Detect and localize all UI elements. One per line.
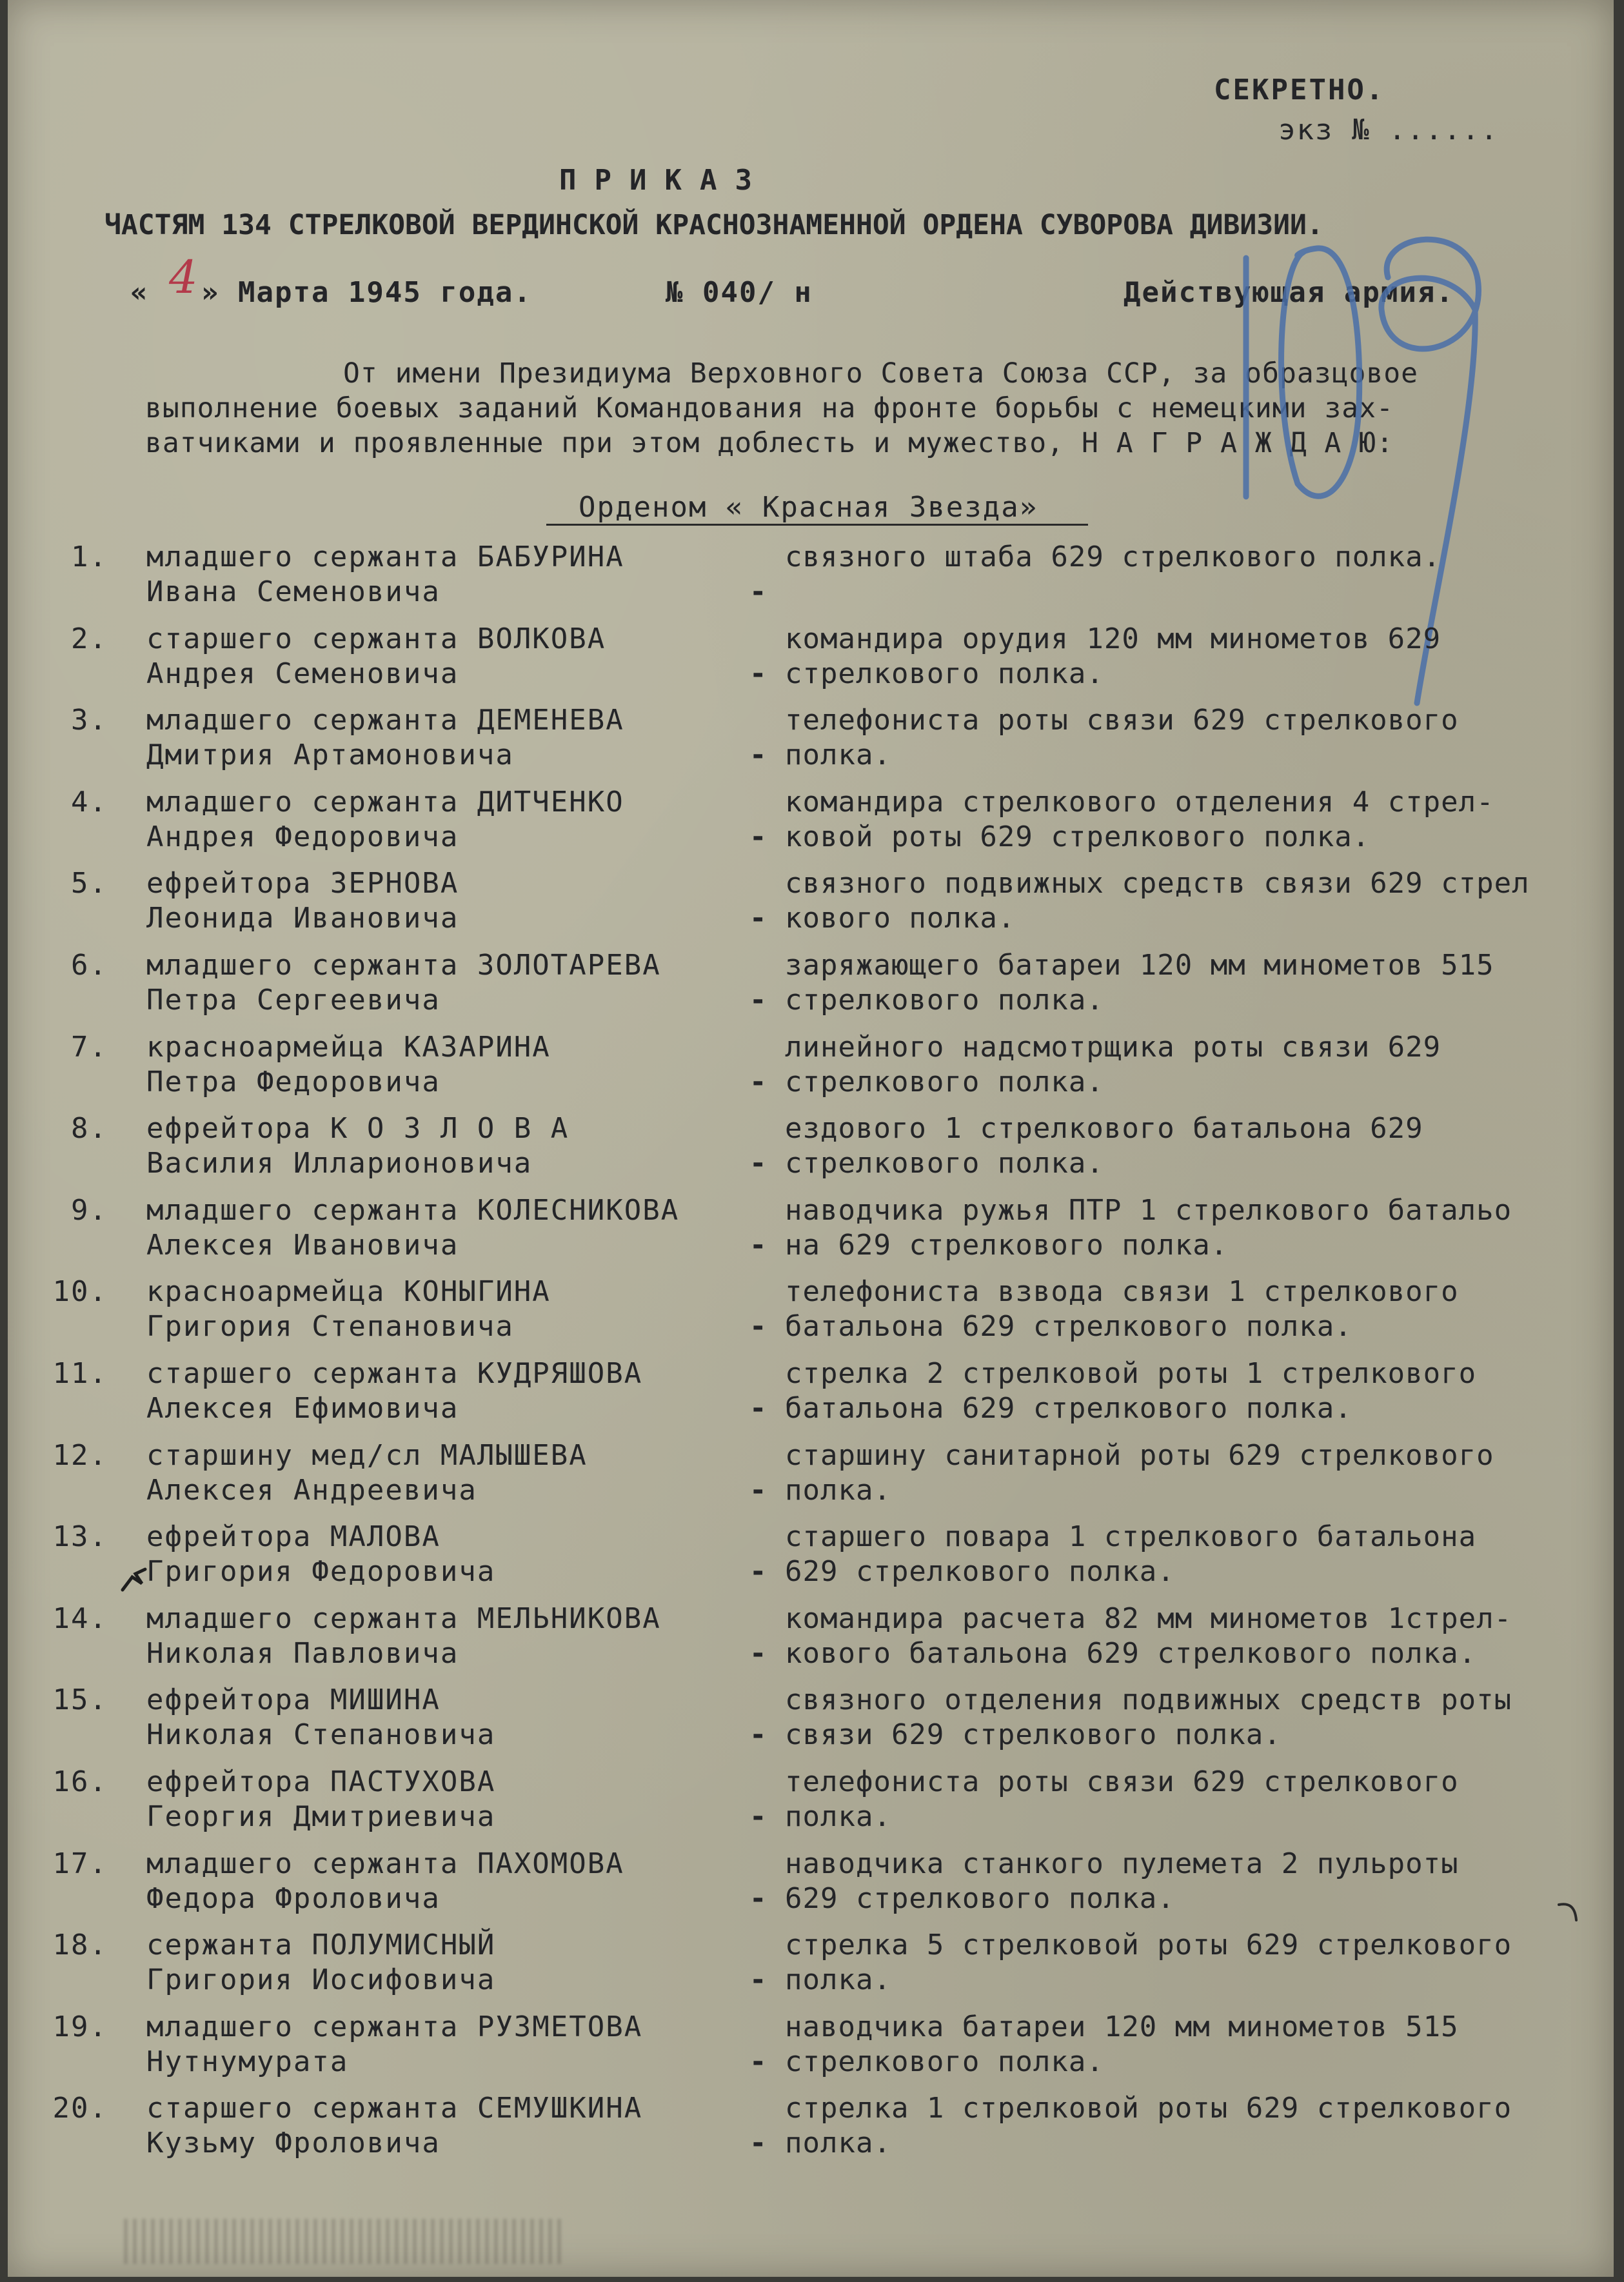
entry-position-line-2: стрелкового полка. xyxy=(785,2045,1104,2078)
entry-dash: - xyxy=(749,1066,768,1098)
entry-dash: - xyxy=(749,1147,768,1180)
entry-number: 14. xyxy=(52,1602,108,1635)
entry-position-line-2: на 629 стрелкового полка. xyxy=(785,1229,1229,1262)
entry-position-line-1: командира стрелкового отделения 4 стрел- xyxy=(785,786,1494,819)
entry-position-line-1: ездового 1 стрелкового батальона 629 xyxy=(785,1112,1423,1145)
entry-position-line-2: полка. xyxy=(785,739,891,771)
entry-rank-surname: старшего сержанта СЕМУШКИНА xyxy=(146,2092,643,2125)
entry-position-line-2: стрелкового полка. xyxy=(785,657,1104,690)
entry-given-names: Григория Федоровича xyxy=(146,1555,496,1588)
entry-dash: - xyxy=(749,902,768,935)
entry-number: 5. xyxy=(71,867,108,900)
entry-given-names: Петра Федоровича xyxy=(146,1066,441,1098)
entry-number: 11. xyxy=(52,1357,108,1390)
entry-number: 8. xyxy=(71,1112,108,1145)
entry-position-line-2: полка. xyxy=(785,2127,891,2159)
entry-given-names: Григория Степановича xyxy=(146,1310,514,1343)
entry-position-line-2: батальона 629 стрелкового полка. xyxy=(785,1310,1352,1343)
entry-number: 18. xyxy=(52,1929,108,1961)
entry-position-line-2: стрелкового полка. xyxy=(785,984,1104,1017)
entry-rank-surname: младшего сержанта ПАХОМОВА xyxy=(146,1847,624,1880)
entry-given-names: Георгия Дмитриевича xyxy=(146,1800,496,1833)
entry-dash: - xyxy=(749,657,768,690)
entry-given-names: Алексея Андреевича xyxy=(146,1474,477,1507)
entry-given-names: Алексея Ивановича xyxy=(146,1229,459,1262)
entry-number: 6. xyxy=(71,949,108,982)
entry-position-line-1: связного отделения подвижных средств роты xyxy=(785,1683,1512,1716)
intro-line-1: От имени Президиума Верховного Совета Союза ССР, за образцовое xyxy=(343,357,1419,390)
faded-smudge xyxy=(124,2219,562,2264)
document-title: ПРИКАЗ xyxy=(559,164,770,197)
entry-rank-surname: ефрейтора МИШИНА xyxy=(146,1683,441,1716)
entry-number: 7. xyxy=(71,1031,108,1064)
entry-rank-surname: старшину мед/сл МАЛЫШЕВА xyxy=(146,1439,588,1472)
entry-position-line-1: наводчика батареи 120 мм минометов 515 xyxy=(785,2010,1459,2043)
entry-given-names: Алексея Ефимовича xyxy=(146,1392,459,1425)
entry-position-line-1: телефониста роты связи 629 стрелкового xyxy=(785,704,1459,737)
entry-position-line-2: батальона 629 стрелкового полка. xyxy=(785,1392,1352,1425)
entry-dash: - xyxy=(749,1882,768,1915)
entry-position-line-1: связного штаба 629 стрелкового полка. xyxy=(785,541,1441,573)
entry-position-line-2: полка. xyxy=(785,1963,891,1996)
entry-dash: - xyxy=(749,1963,768,1996)
entry-rank-surname: красноармейца КОНЫГИНА xyxy=(146,1275,551,1308)
ink-blot-mark xyxy=(116,1564,148,1596)
entry-given-names: Григория Иосифовича xyxy=(146,1963,496,1996)
entry-position-line-2: полка. xyxy=(785,1474,891,1507)
entry-given-names: Николая Степановича xyxy=(146,1718,496,1751)
place-label: Действующая армия. xyxy=(1124,276,1454,309)
entry-number: 20. xyxy=(52,2092,108,2125)
entry-rank-surname: младшего сержанта РУЗМЕТОВА xyxy=(146,2010,643,2043)
entry-given-names: Василия Илларионовича xyxy=(146,1147,533,1180)
entry-position-line-1: заряжающего батареи 120 мм минометов 515 xyxy=(785,949,1494,982)
entry-number: 12. xyxy=(52,1439,108,1472)
entry-dash: - xyxy=(749,1310,768,1343)
document-page xyxy=(8,0,1614,2277)
entry-given-names: Андрея Семеновича xyxy=(146,657,459,690)
secret-label: СЕКРЕТНО. xyxy=(1214,74,1385,106)
entry-number: 1. xyxy=(71,541,108,573)
entry-given-names: Кузьму Фроловича xyxy=(146,2127,441,2159)
entry-dash: - xyxy=(749,1229,768,1262)
entry-position-line-2: связи 629 стрелкового полка. xyxy=(785,1718,1282,1751)
entry-number: 9. xyxy=(71,1194,108,1227)
pencil-tick-mark xyxy=(1556,1900,1581,1925)
entry-rank-surname: сержанта ПОЛУМИСНЫЙ xyxy=(146,1929,496,1961)
entry-position-line-1: стрелка 2 стрелковой роты 1 стрелкового xyxy=(785,1357,1477,1390)
entry-dash: - xyxy=(749,1637,768,1670)
entry-position-line-1: телефониста роты связи 629 стрелкового xyxy=(785,1765,1459,1798)
entry-number: 13. xyxy=(52,1520,108,1553)
entry-position-line-1: связного подвижных средств связи 629 стрел xyxy=(785,867,1530,900)
entry-number: 4. xyxy=(71,786,108,819)
entry-rank-surname: ефрейтора ПАСТУХОВА xyxy=(146,1765,496,1798)
entry-dash: - xyxy=(749,820,768,853)
entry-dash: - xyxy=(749,2045,768,2078)
entry-position-line-2: стрелкового полка. xyxy=(785,1147,1104,1180)
entry-position-line-2: 629 стрелкового полка. xyxy=(785,1555,1175,1588)
entry-given-names: Федора Фроловича xyxy=(146,1882,441,1915)
entry-position-line-2: кового батальона 629 стрелкового полка. xyxy=(785,1637,1477,1670)
entry-rank-surname: старшего сержанта ВОЛКОВА xyxy=(146,622,606,655)
copy-number-label: экз № ...... xyxy=(1278,114,1499,146)
order-number: № 040/ н xyxy=(666,276,813,309)
entry-dash: - xyxy=(749,575,768,608)
entry-rank-surname: младшего сержанта КОЛЕСНИКОВА xyxy=(146,1194,680,1227)
entry-rank-surname: младшего сержанта БАБУРИНА xyxy=(146,541,624,573)
date-month-year: » Марта 1945 года. xyxy=(201,276,532,309)
handwritten-day: 4 xyxy=(169,251,198,304)
date-open-quote: « xyxy=(130,276,149,309)
entry-position-line-1: командира расчета 82 мм минометов 1стрел- xyxy=(785,1602,1512,1635)
entry-rank-surname: красноармейца КАЗАРИНА xyxy=(146,1031,551,1064)
intro-line-2: выполнение боевых заданий Командования на фронте борьбы с немецкими зах- xyxy=(145,392,1394,424)
entry-position-line-1: старшего повара 1 стрелкового батальона xyxy=(785,1520,1477,1553)
entry-position-line-2: кового полка. xyxy=(785,902,1016,935)
entry-dash: - xyxy=(749,1392,768,1425)
entry-position-line-1: стрелка 5 стрелковой роты 629 стрелкового xyxy=(785,1929,1512,1961)
entry-position-line-1: командира орудия 120 мм минометов 629 xyxy=(785,622,1441,655)
entry-rank-surname: младшего сержанта ДИТЧЕНКО xyxy=(146,786,624,819)
entry-given-names: Николая Павловича xyxy=(146,1637,459,1670)
entry-rank-surname: ефрейтора К О З Л О В А xyxy=(146,1112,569,1145)
entry-rank-surname: младшего сержанта ЗОЛОТАРЕВА xyxy=(146,949,661,982)
entry-given-names: Петра Сергеевича xyxy=(146,984,441,1017)
entry-rank-surname: ефрейтора МАЛОВА xyxy=(146,1520,441,1553)
entry-dash: - xyxy=(749,1474,768,1507)
entry-given-names: Ивана Семеновича xyxy=(146,575,441,608)
entry-rank-surname: младшего сержанта ДЕМЕНЕВА xyxy=(146,704,624,737)
entry-position-line-1: стрелка 1 стрелковой роты 629 стрелкового xyxy=(785,2092,1512,2125)
entry-position-line-1: телефониста взвода связи 1 стрелкового xyxy=(785,1275,1459,1308)
entry-dash: - xyxy=(749,2127,768,2159)
entry-dash: - xyxy=(749,1718,768,1751)
entry-rank-surname: ефрейтора ЗЕРНОВА xyxy=(146,867,459,900)
entry-number: 16. xyxy=(52,1765,108,1798)
entry-rank-surname: младшего сержанта МЕЛЬНИКОВА xyxy=(146,1602,661,1635)
entry-given-names: Леонида Ивановича xyxy=(146,902,459,935)
entry-dash: - xyxy=(749,739,768,771)
entry-position-line-2: полка. xyxy=(785,1800,891,1833)
entry-number: 19. xyxy=(52,2010,108,2043)
entry-number: 10. xyxy=(52,1275,108,1308)
entry-position-line-1: наводчика ружья ПТР 1 стрелкового батальо xyxy=(785,1194,1512,1227)
entry-given-names: Нутнумурата xyxy=(146,2045,349,2078)
document-subtitle: ЧАСТЯМ 134 СТРЕЛКОВОЙ ВЕРДИНСКОЙ КРАСНОЗНАМЕННОЙ ОРДЕНА СУВОРОВА ДИВИЗИИ. xyxy=(104,209,1323,241)
entry-rank-surname: старшего сержанта КУДРЯШОВА xyxy=(146,1357,643,1390)
entry-position-line-1: наводчика станкого пулемета 2 пульроты xyxy=(785,1847,1459,1880)
entry-number: 2. xyxy=(71,622,108,655)
entry-position-line-1: старшину санитарной роты 629 стрелкового xyxy=(785,1439,1494,1472)
entry-given-names: Андрея Федоровича xyxy=(146,820,459,853)
entry-dash: - xyxy=(749,1800,768,1833)
award-underline xyxy=(546,524,1088,526)
award-heading: Орденом « Красная Звезда» xyxy=(579,491,1038,524)
entry-dash: - xyxy=(749,1555,768,1588)
entry-number: 3. xyxy=(71,704,108,737)
entry-position-line-2: стрелкового полка. xyxy=(785,1066,1104,1098)
entry-dash: - xyxy=(749,984,768,1017)
entry-position-line-2: 629 стрелкового полка. xyxy=(785,1882,1175,1915)
entry-number: 15. xyxy=(52,1683,108,1716)
entry-position-line-1: линейного надсмотрщика роты связи 629 xyxy=(785,1031,1441,1064)
entry-given-names: Дмитрия Артамоновича xyxy=(146,739,514,771)
intro-line-3: ватчиками и проявленные при этом доблесть и мужество, Н А Г Р А Ж Д А Ю: xyxy=(145,427,1394,459)
entry-number: 17. xyxy=(52,1847,108,1880)
entry-position-line-2: ковой роты 629 стрелкового полка. xyxy=(785,820,1371,853)
